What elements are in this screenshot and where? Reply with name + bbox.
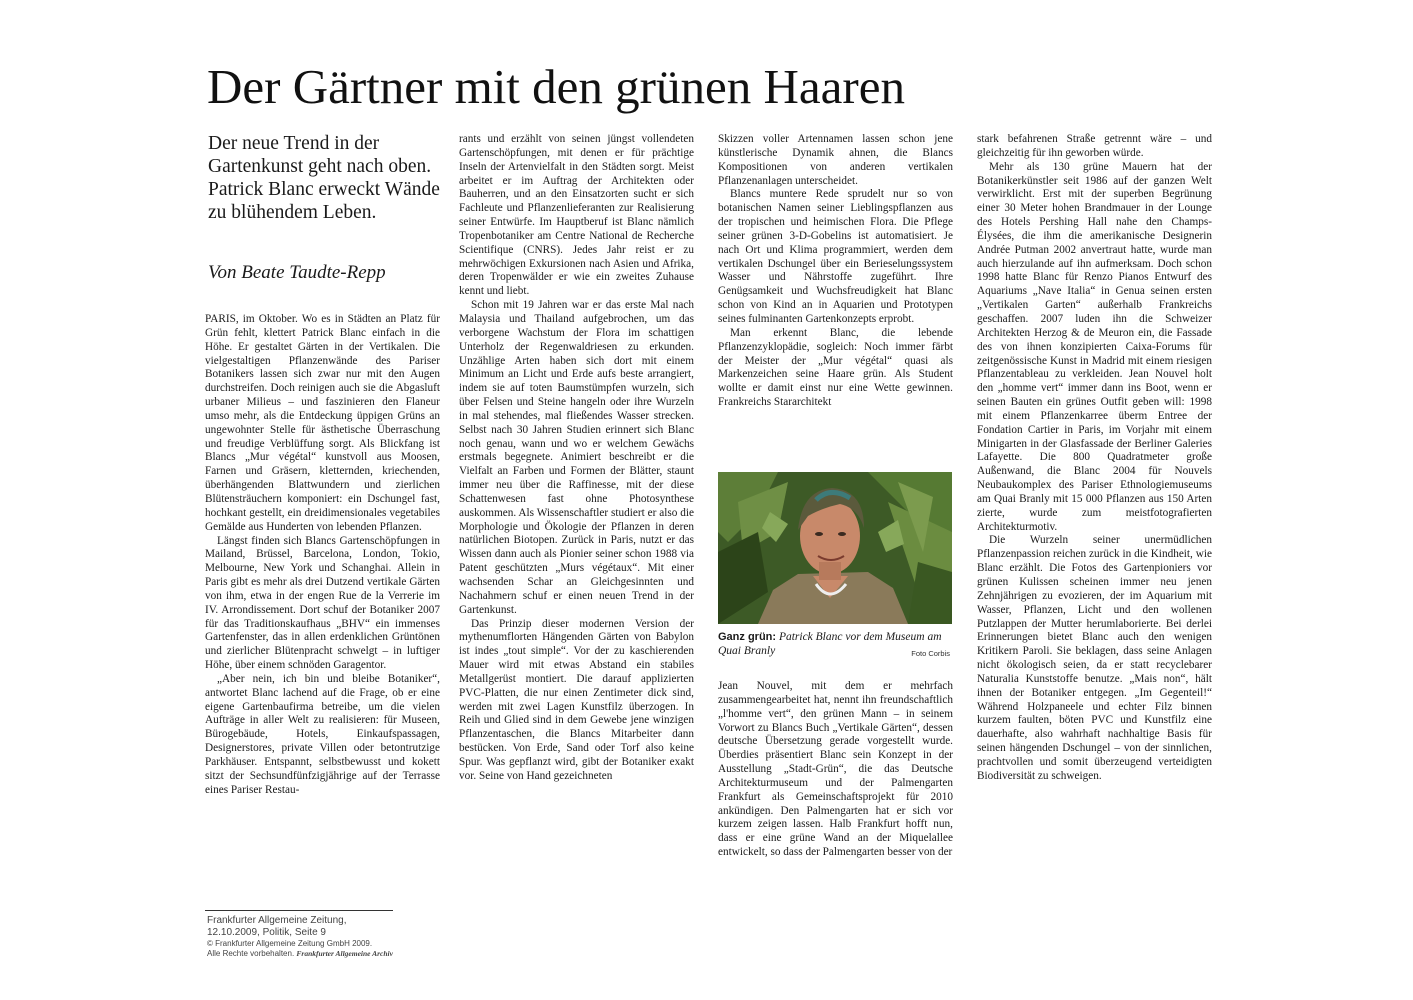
article-column-3-continued xyxy=(718,680,953,904)
photo-credit: Foto Corbis xyxy=(911,649,950,658)
caption-text: Patrick Blanc vor dem Museum am Quai Branly xyxy=(718,631,942,657)
byline: Von Beate Taudte-Repp xyxy=(208,262,386,283)
paragraph: PARIS, im Oktober. Wo es in Städten an Platz für Grün fehlt, klettert Patrick Blanc einfach in die Höhe. Er gestaltet Gärten in der Vertikalen. Die vielgestaltigen Pflanzenwände des Pariser Botanikers lassen sich zwar nur mit den Augen durchstreifen. Doch reinigen auch sie die Abgasluft urbaner Milieus – und faszinieren den Flaneur umso mehr, als die Entdeckung üppigen Grüns an ungewohnter Stelle für ästhetische Überraschung und freudige Verblüffung sorgt. Als Blickfang ist Blancs „Mur végétal“ kunstvoll aus Moosen, Farnen und Gräsern, kletternden, kriechenden, überhängenden Blattwundern und zierlichen Blütensträuchern komponiert: ein Dschungel fast, hochkant gestellt, ein dreidimensionales vegetabiles Gemälde aus Hunderten von lebenden Pflanzen. xyxy=(205,313,440,533)
source-line: 12.10.2009, Politik, Seite 9 xyxy=(207,927,326,938)
paragraph: Skizzen voller Artennamen lassen schon jene künstlerische Dynamik ahnen, die Blancs Kompositionen von anderen vertikalen Pflanzenanlagen unterscheidet. xyxy=(718,133,953,187)
paragraph: Längst finden sich Blancs Gartenschöpfungen in Mailand, Brüssel, Barcelona, London, Tokio, Melbourne, New York und Schanghai. Allein in Paris gibt es mehr als drei Dutzend vertikale Gärten von ihm, etwa in der engen Rue de la Verrerie im IV. Arrondissement. Dort schuf der Botaniker 2007 für das Traditionskaufhaus „BHV“ ein immenses Gartenfenster, das in allen erdenklichen Grüntönen und zierlicher Blütenpracht schwelgt – in luftiger Höhe, über einem schnöden Garagentor. xyxy=(205,534,440,672)
article-column-2 xyxy=(459,133,694,903)
paragraph: Man erkennt Blanc, die lebende Pflanzenzyklopädie, sogleich: Noch immer färbt der Meister der „Mur végétal“ quasi als Markenzeichen seine Haare grün. Als Student wollte er damit einst nur eine Wette gewinnen. Frankreichs Stararchitekt xyxy=(718,326,953,409)
archive-logo: Frankfurter Allgemeine Archiv xyxy=(296,948,393,958)
source-footer xyxy=(207,915,467,958)
paragraph: stark befahrenen Straße getrennt wäre – und gleichzeitig für ihn geworben würde. xyxy=(977,133,1212,159)
caption-label: Ganz grün: xyxy=(718,631,777,643)
article-column-3 xyxy=(718,133,953,463)
portrait-photo-icon xyxy=(718,472,952,624)
paragraph: Blancs muntere Rede sprudelt nur so von botanischen Namen seiner Lieblingspflanzen aus der tropischen und heimischen Flora. Die Pflege seiner grünen 3-D-Gobelins ist automatisiert. Je nach Ort und Klima programmiert, werden dem vertikalen Dschungel über ein Berieselungssystem Wasser und Nährstoffe zugeführt. Ihre Genügsamkeit und Wuchsfreudigkeit hat Blanc schon von Kind an in Aquarien und Prototypen seines fulminanten Gartenkonzepts erprobt. xyxy=(718,188,953,325)
rights-text: Alle Rechte vorbehalten. xyxy=(207,948,295,958)
paragraph: Die Wurzeln seiner unermüdlichen Pflanzenpassion reichen zurück in die Kindheit, wie Blanc erzählt. Die Fotos des Gartenpioniers vor grünen Kulissen scheinen immer neu jenen Zehnjährigen zu evozieren, der im Aquarium mit Wasser, Pflanzen, Licht und den wollenen Putzlappen der Mutter herumlaborierte. Bei derlei Erinnerungen bietet Blanc auch den wenigen Kritikern Paroli. Sie beklagen, dass seine Anlagen nicht ökologisch seien, da er statt recyclebarer Naturalia Kunststoffe benutze. „Mais non“, hält ihnen der Botaniker entgegen. „Im Gegenteil!“ Während Holzpaneele und echter Filz binnen kurzem faulten, böten PVC und Kunstfilz eine dauerhafte, also wahrhaft nachhaltige Basis für seinen hängenden Dschungel – von der sinnlichen, prachtvollen und somit überzeugend verteidigten Biodiversität zu schweigen. xyxy=(977,534,1212,782)
paragraph: „Aber nein, ich bin und bleibe Botaniker“, antwortet Blanc lachend auf die Frage, ob er eine eigene Gartenbaufirma betreibe, um die vielen Aufträge in aller Welt zu realisieren: für Museen, Bürogebäude, Hotels, Einkaufspassagen, Designerstores, private Villen oder betontrutzige Parkhäuser. Entspannt, selbstbewusst und kokett sitzt der Sechsundfünfzigjährige auf der Terrasse eines Pariser Restau- xyxy=(205,672,440,796)
article-column-1 xyxy=(205,313,440,903)
footer-divider xyxy=(205,910,393,911)
paragraph: Schon mit 19 Jahren war er das erste Mal nach Malaysia und Thailand aufgebrochen, um das verborgene Wachstum der Flora im schattigen Unterholz der Regenwaldriesen zu erkunden. Unzählige Arten haben sich dort mit einem Minimum an Licht und Erde aufs beste arrangiert, indem sie auf toten Baumstümpfen wurzeln, sich über Felsen und Steine hangeln oder ihre Wurzeln in mal stehendes, mal fließendes Wasser strecken. Selbst nach 30 Jahren Studien erinnert sich Blanc noch genau, wann und wo er welchem Gewächs erstmals begegnete. Animiert beschreibt er die Vielfalt an Farben und Formen der Blätter, staunt immer neu über die Raffinesse, mit der diese Schattenwesen fast ohne Photosynthese auskommen. Als Wissenschaftler studiert er also die Morphologie und Ökologie der Pflanzen in deren natürlichen Biotopen. Zurück in Paris, nutzt er das Wissen dann auch als Pionier seiner schon 1988 via Patent geschützten „Murs végétaux“. Mit einer wachsenden Schar an Gleichgesinnten und Nachahmern schuf er einen neuen Trend in der Gartenkunst. xyxy=(459,299,694,616)
paragraph: Das Prinzip dieser modernen Version der mythenumflorten Hängenden Gärten von Babylon ist indes „tout simple“. Vor der zu kaschierenden Mauer wird mit etwas Abstand ein stabiles Metallgerüst montiert. Die darauf applizierten PVC-Platten, die nur einen Zentimeter dick sind, werden mit zwei Lagen Kunstfilz überzogen. In Reih und Glied sind in dem Gewebe jene winzigen Pflanzentaschen, die Blancs Mitarbeiter dann bestücken. Von Erde, Sand oder Torf also keine Spur. Was gepflanzt wird, gibt der Botaniker exakt vor. Seine von Hand gezeichneten xyxy=(459,617,694,782)
headline: Der Gärtner mit den grünen Haaren xyxy=(207,59,905,114)
article-column-4 xyxy=(977,133,1212,903)
paragraph: Mehr als 130 grüne Mauern hat der Botanikerkünstler seit 1986 auf der ganzen Welt verwirklicht. Erst mit der superben Begrünung einer 30 Meter hohen Brandmauer in der Lounge des Hotels Pershing Hall nahe den Champs-Élysées, die ihm die amerikanische Designerin Andrée Putman 2002 anvertraut hatte, wurde man auch hierzulande auf ihn aufmerksam. Doch schon 1998 hatte Blanc für Renzo Pianos Entwurf des Aquariums „Nave Italia“ in Genua seinen ersten „Vertikalen Garten“ außerhalb Frankreichs geschaffen. 2007 luden ihn die Schweizer Architekten Herzog & de Meuron ein, die Fassade des von ihnen konzipierten Caixa-Forums für zeitgenössische Kunst in Madrid mit einem riesigen Pflanzentableau zu verkleiden. Jean Nouvel holt den „homme vert“ immer dann ins Boot, wenn er seinen Bauten ein grünes Outfit geben will: 1998 mit einem Pflanzenkarree überm Entree der Fondation Cartier in Paris, im Vorjahr mit einem Minigarten in der Glasfassade der Berliner Galeries Lafayette. Die 800 Quadratmeter große Außenwand, die Blanc 2004 für Nouvels Neubaukomplex des Pariser Ethnologiemuseums am Quai Branly mit 15 000 Pflanzen aus 150 Arten zierte, wurde zum meistfotografierten Architekturmotiv. xyxy=(977,160,1212,533)
rights-line xyxy=(207,949,467,959)
paragraph: rants und erzählt von seinen jüngst vollendeten Gartenschöpfungen, mit denen er für prächtige Inseln der Artenvielfalt in den Städten sorgt. Meist arbeitet er im Auftrag der Architekten oder Bauherren, und an den Einsatzorten sucht er sich Fachleute und Pflanzenlieferanten zur Realisierung seiner Entwürfe. Im Hauptberuf ist Blanc nämlich Tropenbotaniker am Centre National de Recherche Scientifique (CNRS). Jedes Jahr reist er zu mehrwöchigen Exkursionen nach Asien und Afrika, deren Tropenwälder er wie ein zweites Zuhause kennt und liebt. xyxy=(459,133,694,298)
photo-caption xyxy=(718,630,952,658)
paragraph: Jean Nouvel, mit dem er mehrfach zusammengearbeitet hat, nennt ihn freundschaftlich „l'homme vert“, den grünen Mann – in seinem Vorwort zu Blancs Buch „Vertikale Gärten“, dessen deutsche Übersetzung gerade vorgestellt wurde. Überdies präsentiert Blanc sein Konzept in der Ausstellung „Stadt-Grün“, die das Deutsche Architekturmuseum und der Palmengarten Frankfurt als Gemeinschaftsprojekt für 2010 ankündigen. Den Palmengarten hat er sich vor kurzem zeigen lassen. Halb Frankfurt hofft nun, dass er eine grüne Wand an der Miquelallee entwickelt, so dass der Palmengarten besser von der xyxy=(718,680,953,859)
lead-paragraph: Der neue Trend in der Gartenkunst geht nach oben. Patrick Blanc erweckt Wände zu blühendem Leben. xyxy=(208,133,440,223)
portrait-photo xyxy=(718,472,952,624)
copyright-line: © Frankfurter Allgemeine Zeitung GmbH 2009. xyxy=(207,939,373,948)
source-line: Frankfurter Allgemeine Zeitung, xyxy=(207,915,347,926)
